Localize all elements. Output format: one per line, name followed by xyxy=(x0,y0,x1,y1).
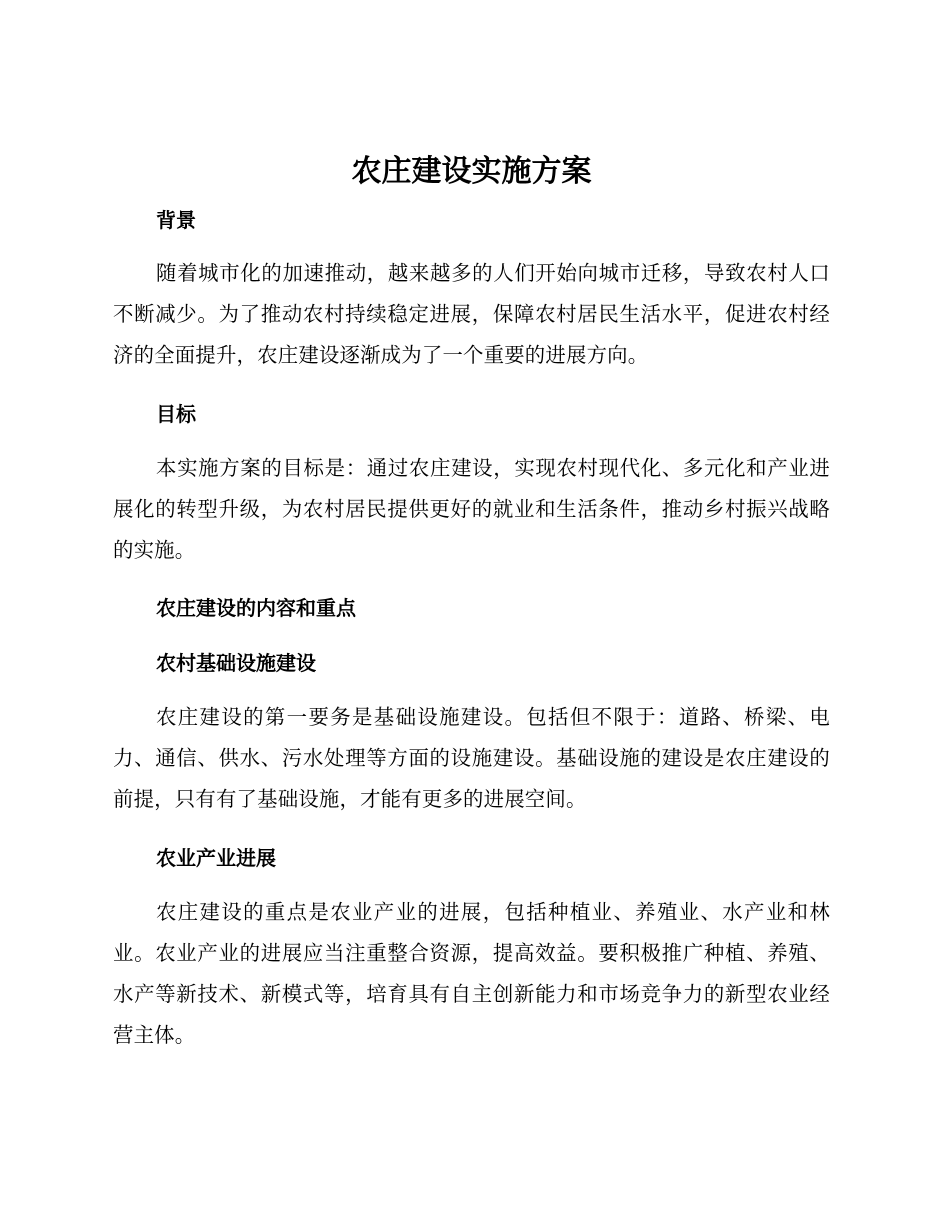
section-heading-agriculture: 农业产业进展 xyxy=(156,846,276,870)
section-paragraph-goal: 本实施方案的目标是：通过农庄建设，实现农村现代化、多元化和产业进展化的转型升级，为农村居民提供更好的就业和生活条件，推动乡村振兴战略的实施。 xyxy=(113,456,830,562)
section-paragraph-infrastructure: 农庄建设的第一要务是基础设施建设。包括但不限于：道路、桥梁、电力、通信、供水、污水处理等方面的设施建设。基础设施的建设是农庄建设的前提，只有有了基础设施，才能有更多的进展空间。 xyxy=(113,705,830,811)
section-paragraph-background: 随着城市化的加速推动，越来越多的人们开始向城市迁移，导致农村人口不断减少。为了推动农村持续稳定进展，保障农村居民生活水平，促进农村经济的全面提升，农庄建设逐渐成为了一个重要的进展方向。 xyxy=(113,261,830,367)
section-heading-background: 背景 xyxy=(156,208,196,232)
section-heading-infrastructure: 农村基础设施建设 xyxy=(156,651,316,675)
section-heading-content: 农庄建设的内容和重点 xyxy=(156,596,356,620)
section-paragraph-agriculture: 农庄建设的重点是农业产业的进展，包括种植业、养殖业、水产业和林业。农业产业的进展应当注重整合资源，提高效益。要积极推广种植、养殖、水产等新技术、新模式等，培育具有自主创新能力和市场竞争力的新型农业经营主体。 xyxy=(113,900,830,1047)
document-title: 农庄建设实施方案 xyxy=(351,154,592,189)
section-heading-goal: 目标 xyxy=(156,402,196,426)
